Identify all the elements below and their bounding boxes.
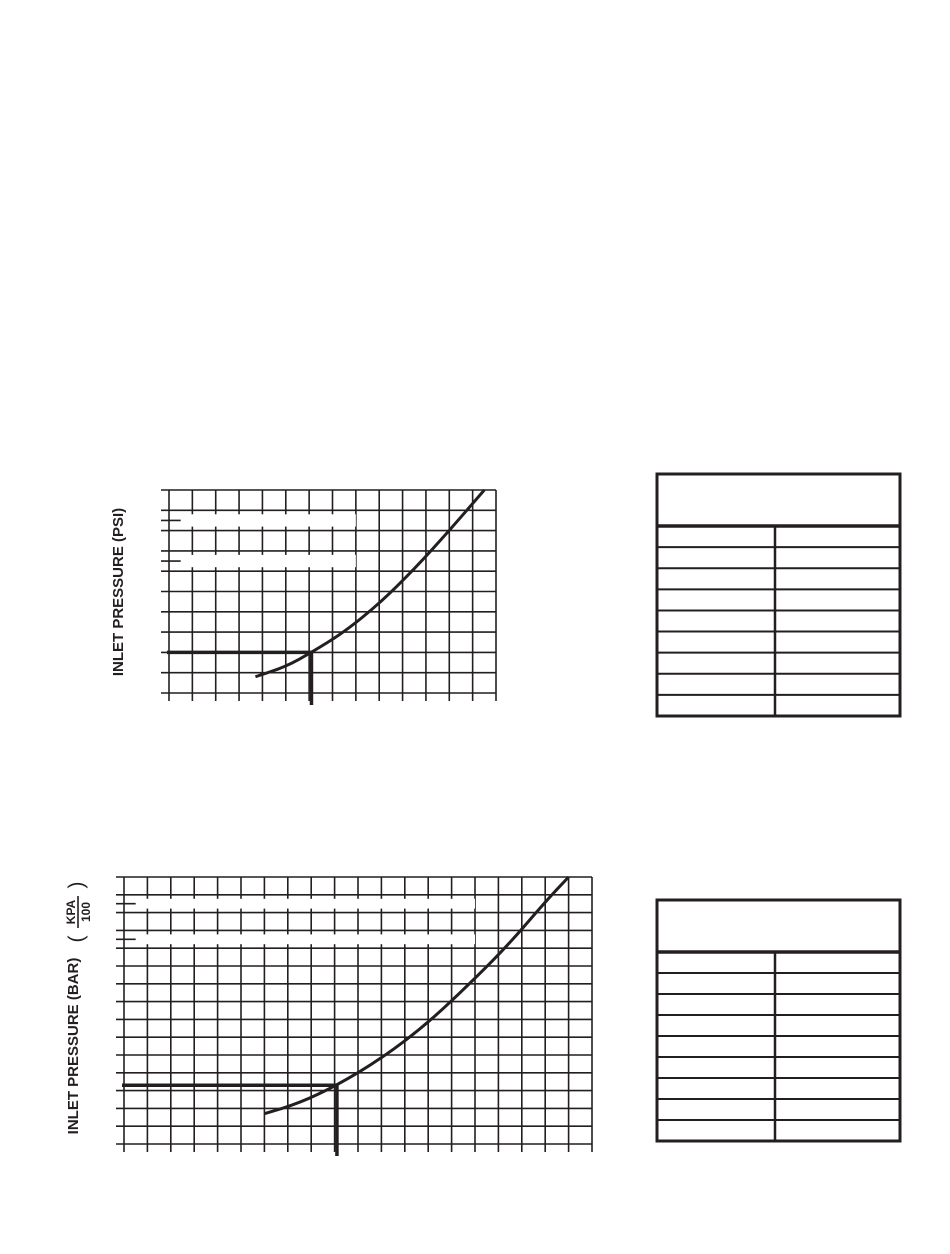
table-border [657, 900, 900, 1141]
chart-inlet-pressure-bar [116, 877, 592, 1156]
table-border [657, 474, 900, 716]
paren-right: ) [65, 881, 88, 889]
chart-psi-ylabel: INLET PRESSURE (PSI) [110, 507, 127, 677]
label-strip [136, 934, 475, 944]
data-table-top [657, 474, 900, 716]
fraction-denominator: 100 [79, 901, 93, 923]
label-strip [181, 514, 356, 526]
chart-bar-ylabel: INLET PRESSURE (BAR) [65, 957, 82, 1135]
label-strip [181, 555, 356, 567]
data-table-bottom [657, 900, 900, 1141]
label-strip [136, 899, 475, 909]
ylabel-fraction [64, 882, 93, 943]
chart-inlet-pressure-psi [161, 490, 496, 705]
paren-left: ( [65, 935, 88, 943]
fraction-numerator: KPA [64, 899, 78, 925]
